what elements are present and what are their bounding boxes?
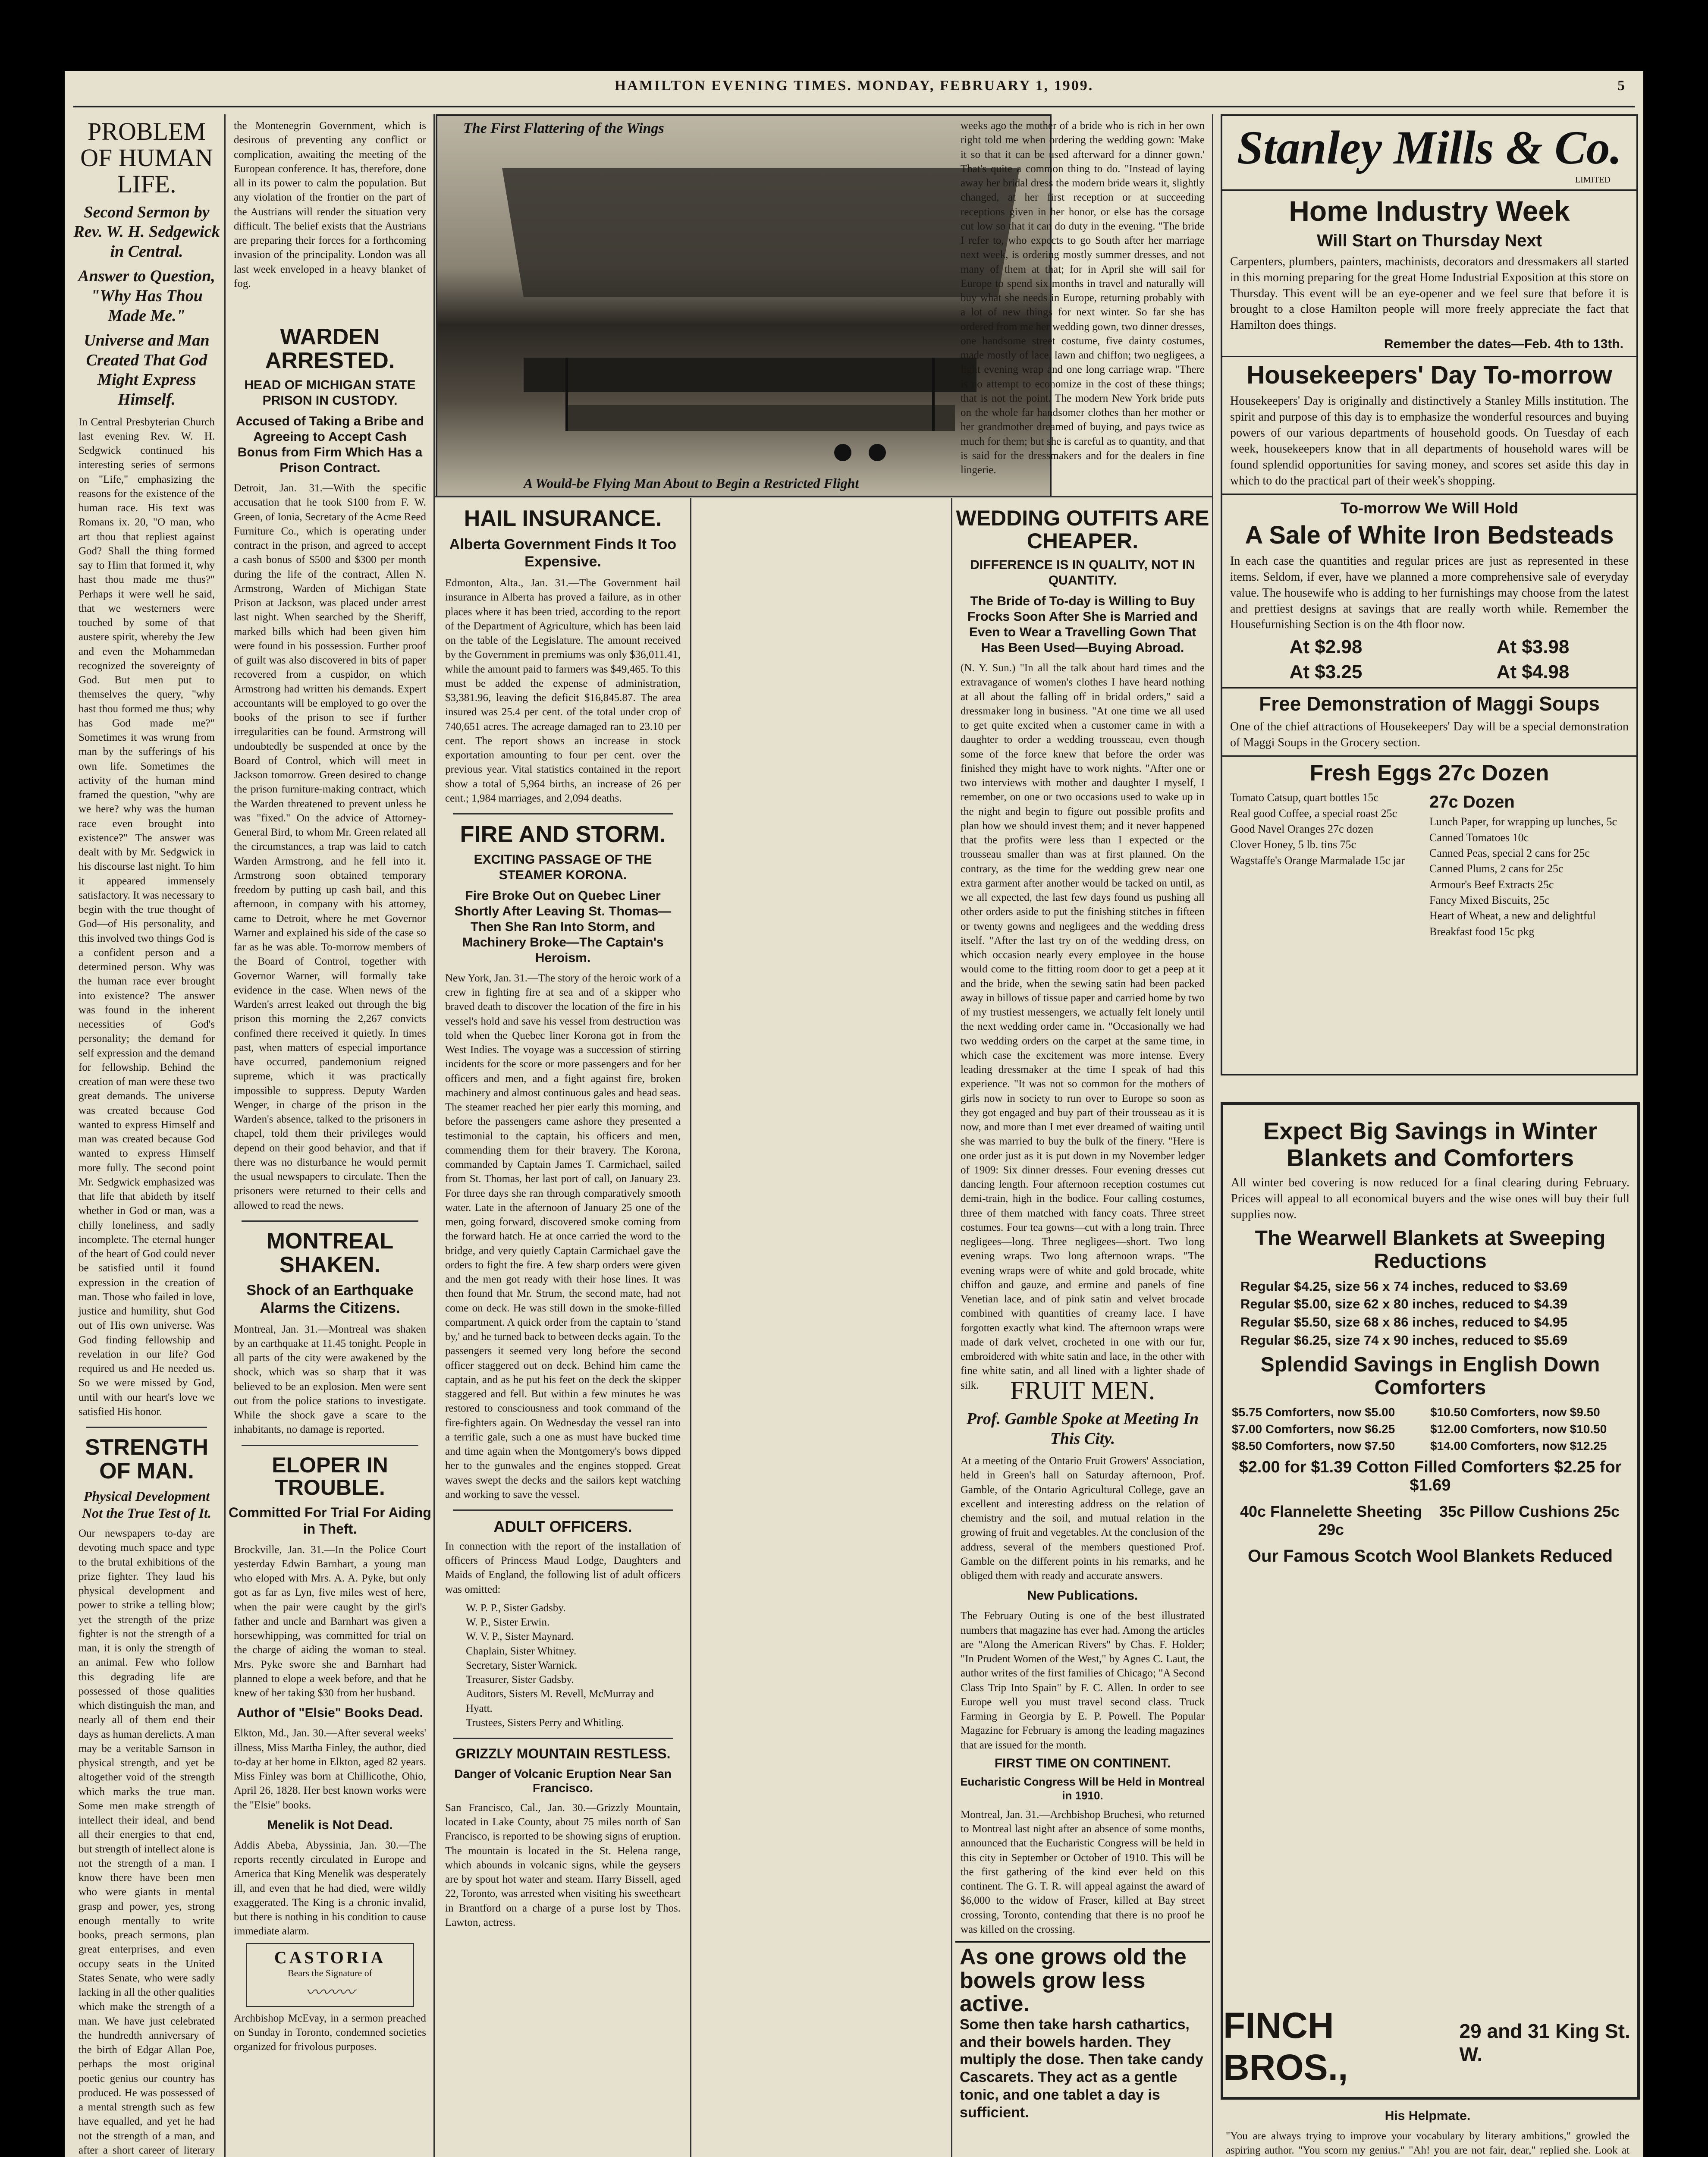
article-headline: New Publications. [1027,1588,1138,1603]
ad-body: Carpenters, plumbers, painters, machinists, decorators and dressmakers all started in this morning preparing for the great Home Industrial Exposition at this store on Thursday. This event will be an eye-opener and we feel sure that before it is brought to a close Hamilton people will more freely appreciate the fact that Hamilton does things. [1230,255,1629,332]
article-body: Elkton, Md., Jan. 30.—After several weeks' illness, Miss Martha Finley, the author, died to-day at her home in Elkton, aged 82 years. Miss Finley was born at Chillicothe, Ohio, April 26, 1828. Her best known works were the "Elsie" books. [234,1727,426,1811]
price-line: $12.00 Comforters, now $10.50 [1430,1422,1607,1436]
store-address: 29 and 31 King St. W. [1459,2020,1630,2066]
ad-headline: Housekeepers' Day To-morrow [1246,361,1612,390]
article-body: Brockville, Jan. 31.—In the Police Court yesterday Edwin Barnhart, a young man who eloped with Mrs. A. A. Pyke, but only got as far as Lyn, five miles west of here, when the pair were caught by the girl's father and uncle and Barnhart was given a horsewhipping, was committed for trial on the charge of aiding the woman to steal. Mrs. Pyke swore she and Barnhart had planned to elope a week before, and that he knew of her taking $30 from her husband. [234,1544,426,1699]
signature-icon: 〰〰〰 [305,1983,355,2002]
price-tag: At $2.98 [1289,636,1363,658]
article-headline: Menelik is Not Dead. [267,1817,393,1832]
list-item: Lunch Paper, for wrapping up lunches, 5c [1429,815,1617,828]
price-line: $8.50 Comforters, now $7.50 [1232,1439,1395,1453]
list-item: Wagstaffe's Orange Marmalade 15c jar [1230,854,1405,867]
finch-bros-ad [1221,1102,1640,2100]
ad-body: All winter bed covering is now reduced for a final clearing during February. Prices will appeal to all economical buyers and the wise ones will buy their full supplies now. [1231,1176,1630,1222]
ad-dates: Remember the dates—Feb. 4th to 13th. [1384,337,1623,352]
masthead-rule [73,106,1635,107]
column-1 [73,114,220,2157]
column-3 [440,503,686,2157]
newspaper-page [65,71,1643,2157]
article-deck: Universe and Man Created That God Might Express Himself. [84,331,210,409]
column-2 [229,114,431,2157]
ad-body: In each case the quantities and regular prices are just as represented in these items. Seldom, if ever, have we planned a more comprehensive sale of everyday value. The housewife who is adding to her furnishings may choose from the latest and prettiest designs at savings that are really worth while. Remember the Housefurnishing Section is on the 4th floor now. [1230,554,1629,632]
ad-headline: Splendid Savings in English Down Comforters [1260,1353,1600,1399]
price-line: $10.50 Comforters, now $9.50 [1430,1405,1600,1419]
article-deck: Committed For Trial For Aiding in Theft. [229,1504,431,1537]
price-line: Regular $4.25, size 56 x 74 inches, reduced to $3.69 [1240,1278,1568,1294]
castoria-caption: Bears the Signature of [287,1967,373,1978]
ad-subhead: To-morrow We Will Hold [1340,499,1519,517]
article-headline: FIRST TIME ON CONTINENT. [994,1756,1171,1770]
article-body: The February Outing is one of the best illustrated numbers that magazine has ever had. Among the articles are "Along the American Rivers" by Chas. F. Holder; "In Prudent Women of the West," by Agnes C. Laut, the author writes of the first families of Chicago; "A Second Class Trip Into Spain" by F. C. Allen. In order to see Europe well you must travel second class. Truck Farming in Georgia by E. P. Powell. The Popular Magazine for February is among the leading magazines that are issued for the month. [961,1610,1205,1751]
article-body: Montreal, Jan. 31.—Archbishop Bruchesi, who returned to Montreal last night after an absence of some months, announced that the Eucharistic Congress will be held in this city in September or October of 1910. This will be the first gathering of the kind ever held on this continent. The G. T. R. will appeal against the award of $6,000 to the widow of Fraser, killed at Bay street crossing, Toronto, contending that there is no proof he was killed on the crossing. [961,1808,1205,1935]
price-tag: At $3.98 [1496,636,1570,658]
article-body: "You are always trying to improve your vocabulary by literary ambitions," growled the aspiring author. "You scorn my genius." "Ah! you are not fair, dear," replied she. Look at [1226,2130,1630,2157]
ad-headline: Expect Big Savings in Winter Blankets and Comforters [1263,1117,1598,1171]
castoria-title: CASTORIA [274,1947,386,1967]
price-line: $7.00 Comforters, now $6.25 [1232,1422,1395,1436]
ad-body: Housekeepers' Day is originally and distinctively a Stanley Mills institution. The spirit and purpose of this day is to emphasize the wonderful resources and buying powers of our various departments of household goods. On Tuesday of each week, housekeepers know that in all departments of household wares will be found splendid opportunities for saving money, and scores set aside this day in which to do the practical part of their week's shopping. [1230,394,1629,487]
list-item: Canned Peas, special 2 cans for 25c [1429,846,1590,859]
list-item: Armour's Beef Extracts 25c [1429,878,1554,891]
list-item: Canned Plums, 2 cans for 25c [1429,862,1564,875]
column-4 [955,114,1210,2157]
article-headline: MONTREAL SHAKEN. [266,1228,394,1277]
ad-headline: Free Demonstration of Maggi Soups [1259,692,1600,715]
logo-limited: LIMITED [1575,175,1611,185]
article-headline: STRENGTH OF MAN. [85,1435,208,1484]
ad-subhead: 35c Pillow Cushions 25c [1439,1502,1620,1520]
ad-headline: Our Famous Scotch Wool Blankets Reduced [1247,1546,1613,1566]
article-deck: Physical Development Not the True Test of It. [82,1488,211,1521]
page-number: 5 [1617,78,1626,94]
article-headline: FIRE AND STORM. [460,821,666,848]
ad-headline: $2.00 for $1.39 Cotton Filled Comforters $2.25 for $1.69 [1239,1458,1622,1494]
article-deck: Fire Broke Out on Quebec Liner Shortly After Leaving St. Thomas—Then She Ran Into Storm, and Machinery Broke—The Captain's Heroism. [454,888,672,965]
article-deck: The Bride of To-day is Willing to Buy Frocks Soon After She is Married and Even to Wear a Travelling Gown That Has Been Used—Buying Abroad. [967,594,1198,655]
list-item: Heart of Wheat, a new and delightful Breakfast food 15c pkg [1429,909,1596,938]
ad-headline: Fresh Eggs 27c Dozen [1309,760,1549,786]
list-item: Auditors, Sisters M. Revell, McMurray and Hyatt. [466,1688,654,1714]
list-item: Good Navel Oranges 27c dozen [1230,822,1374,835]
article-body: Addis Abeba, Abyssinia, Jan. 30.—The reports recently circulated in Europe and America that King Menelik was desperately ill, and even that he had died, were wildly exaggerated. The King is a chronic invalid, but there is nothing in his condition to cause immediate alarm. [234,1839,426,1937]
masthead [65,78,1643,104]
article-deck: Alberta Government Finds It Too Expensive. [449,536,677,570]
article-body: Our newspapers to-day are devoting much space and type to the brutal exhibitions of the prize fighter. They laud his physical development and power to strike a telling blow; yet the strength of the prize fighter is not the strength of a man, it is only the strength of an animal. Few who follow this degrading life are possessed of those qualities which distinguish the man, and nearly all of them end their days as human derelicts. A man may be a veritable Samson in physical strength, and yet be altogether void of the strength which marks the true man. Some men make strength of intellect their ideal, and bend all their energies to that end, but strength of intellect alone is not the strength of a man. I know there have been men who were giants in mental grasp and power, yes, strong enough mentally to write books, preach sermons, plan great enterprises, and even occupy seats in the United States Senate, who were sadly lacking in all the other qualities which make the strength of a man. We have just celebrated the hundredth anniversary of the birth of Edgar Allan Poe, perhaps the most original poetic genius our country has produced. He was possessed of a mental strength such as few have equalled, and yet he had not the strength of a man, and after a short career of literary [78,1528,215,2156]
article-headline: ELOPER IN TROUBLE. [272,1453,388,1500]
article-headline: His Helpmate. [1385,2109,1471,2123]
article-body: Archbishop McEvay, in a sermon preached on Sunday in Toronto, condemned societies organized for frivolous purposes. [234,2012,426,2053]
list-item: Chaplain, Sister Whitney. [466,1645,577,1657]
castoria-ad [246,1943,414,2007]
article-headline: WEDDING OUTFITS ARE CHEAPER. [956,506,1209,553]
list-item: Tomato Catsup, quart bottles 15c [1230,791,1379,804]
article-headline: PROBLEM OF HUMAN LIFE. [80,117,213,198]
list-item: Trustees, Sisters Perry and Whitling. [466,1717,624,1729]
article-body: Montreal, Jan. 31.—Montreal was shaken by an earthquake at 11.45 tonight. People in all parts of the city were awakened by the shock, which was so sharp that it was believed to be an explosion. Men were sent out from the police stations to investigate. While the shock gave a scare to the inhabitants, no damage is reported. [234,1323,426,1436]
article-headline: GRIZZLY MOUNTAIN RESTLESS. [455,1746,671,1762]
ad-body: One of the chief attractions of Housekeepers' Day will be a special demonstration of Maggi Soups in the Grocery section. [1230,720,1629,749]
article-deck: HEAD OF MICHIGAN STATE PRISON IN CUSTODY. [244,378,416,408]
ad-headline: As one grows old the bowels grow less active. [960,1944,1187,2017]
helpmate-item [1221,2103,1635,2157]
ad-subhead: Will Start on Thursday Next [1317,231,1542,250]
price-line: Regular $6.25, size 74 x 90 inches, reduced to $5.69 [1240,1333,1568,1348]
store-name: FINCH BROS., [1223,2005,1348,2088]
article-body: (N. Y. Sun.) "In all the talk about hard times and the extravagance of women's clothes I have heard nothing at all about the falling off in bridal orders," said a dressmaker long in business. "At one time we all used to get quite excited when a customer came in with a daughter to order a wedding trousseau, even though some of the force knew that before the order was finished they might have to work nights. "After one or two interviews with mother and daughter I myself, I remember, on one or two occasions used to wake up in the night and begin to figure out possible profits and plan how we should invest them; and it never happened that the profits were less than I expected or the trousseau smaller than was at first planned. On the contrary, as the time for the wedding grew near one extra garment after another would be tacked on until, as we all expected, the last few days found us pushing all other orders aside to put the finishing stitches in fifteen or twenty gowns and negligees and the wedding dress itself. "After the last try on of the wedding dress, on which occasion nearly every employee in the house would come to the fitting room door to get a peep at it and the bride, when the sewing satin had been packed away in billows of tissue paper and carried home by two of my trustiest messengers, we actually felt lonely until the next wedding order came in. "Occasionally we had two wedding orders on the carpet at the same time, in which case the excitement was more intense. Every leading dressmaker at the time I speak of had this experience. "It was not so common for the mothers of girls now in society to run over to Europe so soon as they got engaged and buy part of their trousseau as it is now, and more than I met ever dreamed of waiting until she was married to buy the bulk of the finery. "Here is one order just as it is put down in my November ledger of 1909: Six dinner dresses. Four evening dresses cut dancing length. Four afternoon reception costumes cut demi-train, high in the bodice. Four calling costumes, three of them matched with fancy coats. Three street costumes. Four tea gowns—cut with a long train. Three negligees—long. Three negligees—short. Two long evening wraps. Two long afternoon wraps. "The evening wraps were of white and gold brocade, white chiffon and gauze, and ermine and panels of fine Venetian lace, and of pink satin and velvet brocade combined with quantities of creamy lace. I have forgotten exactly what kind. The afternoon wraps were made of dark velvet, crocheted in one with our fur, embroidered with white satin and lace, in the other with fine white satin, and all lined with a lighter shade of silk. [961,662,1205,1391]
ad-subhead: 27c Dozen [1429,792,1515,812]
article-body: the Montenegrin Government, which is desirous of preventing any conflict or complication, awaiting the meeting of the European conference. It has, therefore, done all in its power to calm the population. But any violation of the frontier on the part of the Austrians will render the situation very difficult. The belief exists that the Austrians are preparing their forces for a forthcoming invasion of the principality. London was all last week enveloped in a heavy blanket of fog. [234,120,426,289]
article-headline: ADULT OFFICERS. [493,1518,632,1536]
article-body: San Francisco, Cal., Jan. 30.—Grizzly Mountain, located in Lake County, about 75 miles north of San Francisco, is reported to be showing signs of eruption. The mountain is located in the St. Helena range, which abounds in volcanic signs, while the geysers are by spout hot water and steam. Harry Bissell, aged 22, Toronto, was arrested when visiting his sweetheart in Brantford on a charge of a purse lost by Thos. Lawton, actress. [445,1802,681,1928]
list-item: W. P. P., Sister Gadsby. [466,1602,566,1614]
article-body: weeks ago the mother of a bride who is rich in her own right told me when ordering the wedding gown: 'Make it so that it can be used afterward for a dinner gown.' That's quite a common thing to do. "Instead of laying away her bridal dress the modern bride wears it, slightly changed, at her first reception or at succeeding receptions given in her honor, or else has the corsage cut low so that it can do duty in the evening. "The bride I refer to, who expects to go South after her marriage next week, is ordering mostly summer dresses, and not many of them at that; for in April she will sail for Europe to spend six months in travel and naturally will buy what she needs in Europe, returning probably with a lot of new things for next winter. So far she has ordered from me her wedding gown, two dinner dresses, one handsome street costume, five dainty costumes, made mostly of lace, lawn and chiffon; two negligees, a light evening wrap and one long carriage wrap. "There is no attempt to economize in the cost of these things; that is not the point. The modern New York bride puts on the whole far handsomer clothes than her mother or her grandmother dreamed of buying, and pays twice as much for them; but she is careful as to quantity, and that is said for the dressmakers and for the dealers in fine lingerie. [961,120,1205,476]
photo-caption-bottom: A Would-be Flying Man About to Begin a Restricted Flight [524,475,859,491]
article-deck: EXCITING PASSAGE OF THE STEAMER KORONA. [474,852,652,882]
article-body: At a meeting of the Ontario Fruit Growers' Association, held in Green's hall on Saturday afternoon, Prof. Gamble, of the Ontario Agricultural College, gave an excellent and interesting address on the relation of chemistry and the soil, and mutual relation in the growing of fruit and vegetables. At the conclusion of the address, several of the members questioned Prof. Gamble on the different points in his remarks, and he obliged them with ready and accurate answers. [961,1455,1205,1582]
article-headline: HAIL INSURANCE. [464,506,662,531]
ad-headline: Home Industry Week [1289,195,1570,227]
article-headline: WARDEN ARRESTED. [265,324,395,373]
article-deck: Danger of Volcanic Eruption Near San Francisco. [454,1767,672,1795]
article-deck: Second Sermon by Rev. W. H. Sedgewick in Central. [73,203,220,261]
list-item: Secretary, Sister Warnick. [466,1659,578,1671]
ad-headline: A Sale of White Iron Bedsteads [1245,521,1614,549]
price-line: Regular $5.00, size 62 x 80 inches, reduced to $4.39 [1240,1296,1568,1312]
price-tag: At $3.25 [1289,661,1363,683]
article-deck: Answer to Question, "Why Has Thou Made Me." [78,267,215,325]
officer-list [466,1601,681,1730]
store-logo: Stanley Mills & Co. [1237,121,1622,174]
list-item: Treasurer, Sister Gadsby. [466,1674,574,1686]
masthead-title: HAMILTON EVENING TIMES. MONDAY, FEBRUARY 1, 1909. [614,78,1094,94]
list-item: Clover Honey, 5 lb. tins 75c [1230,838,1356,851]
ad-body: Some then take harsh cathartics, and their bowels harden. They multiply the dose. Then take candy Cascarets. They act as a gentle tonic, and one tablet a day is sufficient. [960,2016,1203,2121]
list-item: W. V. P., Sister Maynard. [466,1631,574,1643]
article-deck: Prof. Gamble Spoke at Meeting In This City. [966,1410,1199,1448]
list-item: Real good Coffee, a special roast 25c [1230,807,1397,820]
article-deck: Eucharistic Congress Will be Held in Montreal in 1910. [960,1775,1205,1802]
article-body: Edmonton, Alta., Jan. 31.—The Government hail insurance in Alberta has proved a failure, as in other places where it has been tried, according to the report of the Department of Agriculture, which has been laid on the table of the Legislature. The amount received by the Government in premiums was only $36,011.41, while the amount paid to farmers was $49,465. To this must be added the expense of administration, $3,381.96, leaving the deficit $16,845.87. The area insured was 25.4 per cent. of the total under crop of 740,651 acres. The acreage damaged ran to 23.10 per cent. The report shows an increase in stock exportation amounting to four per cent. over the previous year. Vital statistics contained in the report show a total of 5,964 births, an increase of 26 per cent.; 1,984 marriages, and 2,094 deaths. [445,577,681,804]
cascarets-ad [955,1941,1210,2124]
stanley-mills-ad [1221,114,1638,1075]
list-item: W. P., Sister Erwin. [466,1616,550,1629]
article-body: In connection with the report of the installation of officers of Princess Maud Lodge, Daughters and Maids of England, the following list of adult officers was omitted: [445,1540,681,1595]
article-body: New York, Jan. 31.—The story of the heroic work of a crew in fighting fire at sea and of a skipper who braved death to discover the location of the fire in his vessel's hold and save his vessel from destruction was told when the Quebec liner Korona got in from the West Indies. The voyage was a succession of stirring incidents for the score or more passengers and for her officers and men, and a fight against fire, broken machinery and almost continuous gales and head seas. The steamer reached her pier early this morning, and before the passengers came ashore they presented a testimonial to the captain, his officers and men, commending them for their bravery. The Korona, commanded by Captain James T. Carmichael, sailed from St. Thomas, her last port of call, on January 23. For three days she ran through comparatively smooth water. Late in the afternoon of January 25 one of the men, going forward, discovered smoke coming from the forward hatch. He at once carried the word to the bridge, and very quietly Captain Carmichael gave the orders to fight the fire. A few sharp orders were given and the men got ready with their hose lines. It was then found that Mr. Strum, the second mate, had not come on deck. He was still down in the smoke-filled compartment. A quick order from the captain to 'stand by,' and he turned back to between decks again. To the passengers it seemed very long before the second officer staggered out on deck. Behind him came the captain, and as he put his feet on the deck the skipper staggered and fell. But within a few minutes he was restored to consciousness and took command of the fire-fighters again. On Wednesday the vessel ran into a terrific gale, such a one as must have bucked time and time again when the Montgomery's bows dipped her to the gunwales and the engines stopped. Great waves swept the decks and the sailors kept watching and working to save the vessel. [445,972,681,1500]
price-line: Regular $5.50, size 68 x 86 inches, reduced to $4.95 [1240,1314,1568,1330]
article-deck: Shock of an Earthquake Alarms the Citizens. [246,1282,414,1316]
ad-subhead: 40c Flannelette Sheeting 29c [1240,1502,1422,1538]
article-deck: Accused of Taking a Bribe and Agreeing to Accept Cash Bonus from Firm Which Has a Prison Contract. [235,414,424,475]
price-tag: At $4.98 [1496,661,1570,683]
list-item: Canned Tomatoes 10c [1429,831,1529,844]
article-headline: Author of "Elsie" Books Dead. [237,1706,423,1720]
article-headline: FRUIT MEN. [1010,1376,1155,1405]
ad-headline: The Wearwell Blankets at Sweeping Reductions [1255,1227,1606,1273]
photo-caption-top: The First Flattering of the Wings [463,120,664,136]
list-item: Fancy Mixed Biscuits, 25c [1429,894,1550,907]
article-body: Detroit, Jan. 31.—With the specific accusation that he took $100 from F. W. Green, of Ionia, Secretary of the Acme Reed Furniture Co., which is operating under contract in the prison, and agreed to accept a cash bonus of $500 and $300 per month during the life of the contract, Allen N. Armstrong, Warden of Michigan State Prison at Jackson, was placed under arrest last night. When searched by the Sheriff, marked bills which had been given him were found in his possession. Further proof of guilt was also discovered in bits of paper recovered from a cuspidor, on which Armstrong had written his demands. Expert accountants will be employed to go over the books of the prison to see if further irregularities can be found. Armstrong will undoubtedly be suspended at once by the Board of Control, which will meet in Jackson tomorrow. Green desired to change the prison furniture-making contract, which the Warden threatened to prevent unless he was "fixed." On the advice of Attorney-General Bird, to whom Mr. Green related all the circumstances, a trap was laid to catch Warden Armstrong, and he fell into it. Armstrong soon obtained temporary freedom by putting up cash bail, and this afternoon, in company with his attorney, came to Detroit, where he met Governor Warner and explained his side of the case so far as he was able. To-morrow members of the Board of Control, together with Governor Warner, will formally take evidence in the case. When news of the Warden's arrest leaked out through the big prison this morning the 2,267 convicts confined there received it quietly. In times past, when matters of especial importance have occurred, pandemonium reigned supreme, which it was practically impossible to suppress. Deputy Warden Wenger, in charge of the prison in the Warden's absence, talked to the prisoners in chapel, told them their privileges would depend on their good behavior, and that if there was no disturbance he would permit the usual newspapers to circulate. Then the prisoners were returned to their cells and allowed to read the news. [234,482,426,1211]
price-line: $14.00 Comforters, now $12.25 [1430,1439,1607,1453]
article-body: In Central Presbyterian Church last evening Rev. W. H. Sedgwick continued his interesting series of sermons on "Life," emphasizing the reasons for the existence of the human race. His text was Romans ix. 20, "O man, who art thou that repliest against God? Shall the thing formed say to Him that formed it, why hast thou made me thus?" Perhaps it were well he said, that we westerners were touched by some of that austere spirit, whereby the Jew and even the Mohammedan recognized the sovereignty of God. But men put to themselves the query, "why hast thou formed me thus; why has God made me?" Sometimes it was wrung from man by the sufferings of his own life. Sometimes the activity of the human mind framed the question, "why are we here? why was the human race even brought into existence?" The answer was dealt with by Mr. Sedgwick in his discourse last night. To him it appeared immensely satisfactory. It was necessary to begin with the true thought of God—of His personality, and this involved two things God is a confident person and a determined person. Why was the human race ever brought into existence? The answer was found in the inherent necessities of God's personality; the demand for self expression and the demand for fellowship. Behind the creation of man were these two great demands. The universe was created because God wanted to express Himself and man was created because God wanted to express Himself more fully. The second point Mr. Sedgwick emphasized was that life that abideth by itself whether in God or man, was a chilly loneliness, and sadly incomplete. The eternal hunger of the heart of God could never be satisfied until it found expression in the creation of man. Those who failed in love, justice and humility, shut God out of His own universe. Was God finding fellowship and revelation in our life? God required us and He needed us. So we were missed by God, until with our heart's love we satisfied His honor. [78,416,215,1418]
article-deck: DIFFERENCE IS IN QUALITY, NOT IN QUANTITY. [970,558,1195,588]
price-line: $5.75 Comforters, now $5.00 [1232,1405,1395,1419]
